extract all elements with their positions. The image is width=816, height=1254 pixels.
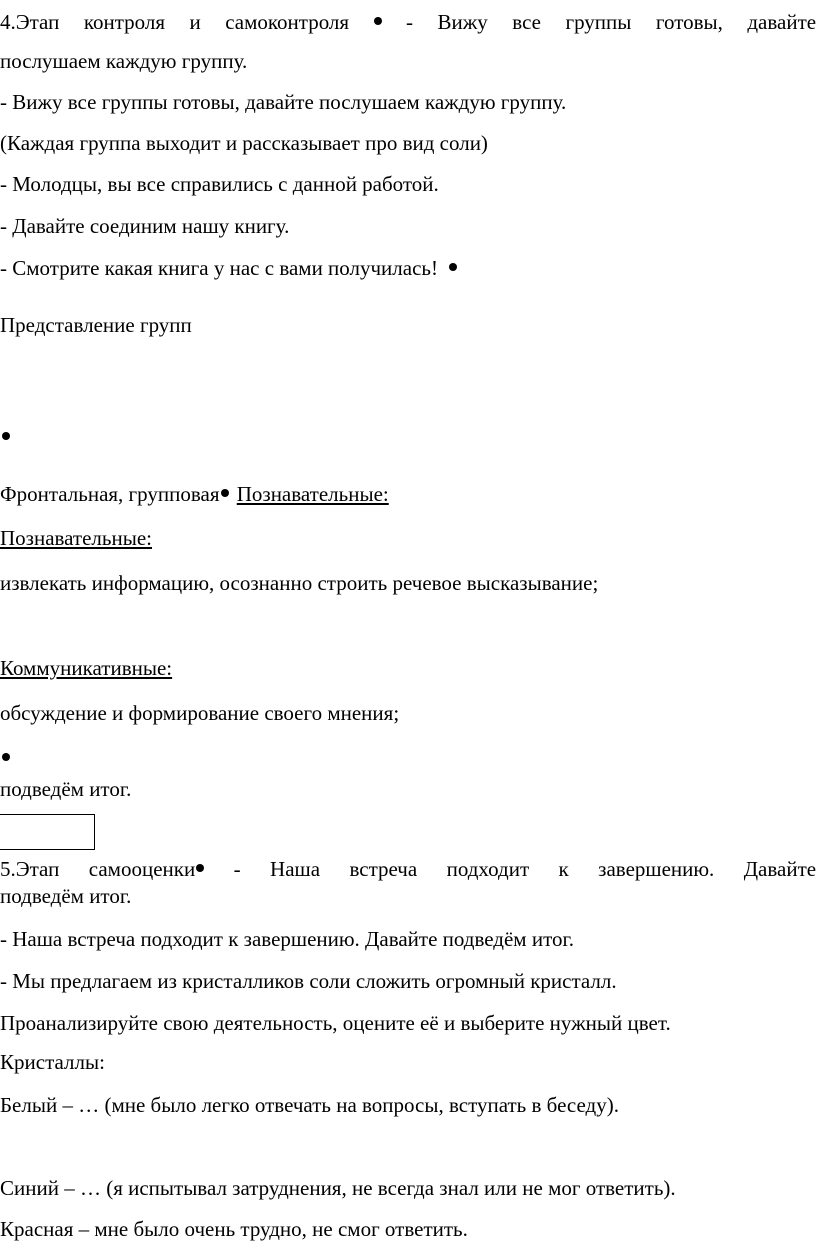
stage5-line: - Наша встреча подходит к завершению. Давайте подведём итог.: [0, 927, 574, 951]
bullet-icon: [449, 263, 457, 271]
empty-box: [0, 814, 95, 850]
stage4-last-line: - Смотрите какая книга у нас с вами получилась!: [0, 256, 457, 280]
crystal-white: Белый – … (мне было легко отвечать на вопросы, вступать в беседу).: [0, 1093, 619, 1117]
bullet-icon: [2, 753, 10, 761]
crystal-blue: Синий – … (я испытывал затруднения, не всегда знал или не мог ответить).: [0, 1176, 676, 1200]
stage5-heading: 5.Этап самооценки - Наша встреча подходит к завершению. Давайте: [0, 857, 816, 881]
crystals-label: Кристаллы:: [0, 1050, 105, 1074]
stage5-line: Проанализируйте свою деятельность, оцените её и выберите нужный цвет.: [0, 1011, 671, 1035]
form-label: Представление групп: [0, 313, 192, 337]
bullet-icon: [374, 17, 382, 25]
bullet-icon: [221, 489, 229, 497]
summary-text: подведём итог.: [0, 777, 132, 801]
communicative-text: обсуждение и формирование своего мнения;: [0, 701, 400, 725]
stage5-heading-start: 5.Этап: [0, 857, 60, 881]
stage4-line: - Давайте соединим нашу книгу.: [0, 214, 290, 238]
stage4-heading-start: 4.Этап: [0, 10, 60, 34]
crystal-red: Красная – мне было очень трудно, не смог ответить.: [0, 1217, 468, 1241]
stage4-line: - Вижу все группы готовы, давайте послушаем каждую группу.: [0, 90, 567, 114]
stage4-heading: 4.Этап контроля и самоконтроля - Вижу все группы готовы, давайте: [0, 10, 816, 34]
stage5-line: - Мы предлагаем из кристалликов соли сложить огромный кристалл.: [0, 969, 617, 993]
stage4-heading-line2: послушаем каждую группу.: [0, 49, 248, 73]
work-form-line: Фронтальная, групповая Познавательные:: [0, 482, 389, 506]
communicative-heading: Коммуникативные:: [0, 656, 173, 680]
bullet-icon: [196, 864, 204, 872]
stage4-line: (Каждая группа выходит и рассказывает про вид соли): [0, 131, 488, 155]
bullet-icon: [2, 432, 10, 440]
stage4-line: - Молодцы, вы все справились с данной работой.: [0, 172, 439, 196]
stage5-heading-line2: подведём итог.: [0, 884, 132, 908]
cognitive-text: извлекать информацию, осознанно строить речевое высказывание;: [0, 571, 599, 595]
cognitive-heading: Познавательные:: [0, 526, 152, 550]
